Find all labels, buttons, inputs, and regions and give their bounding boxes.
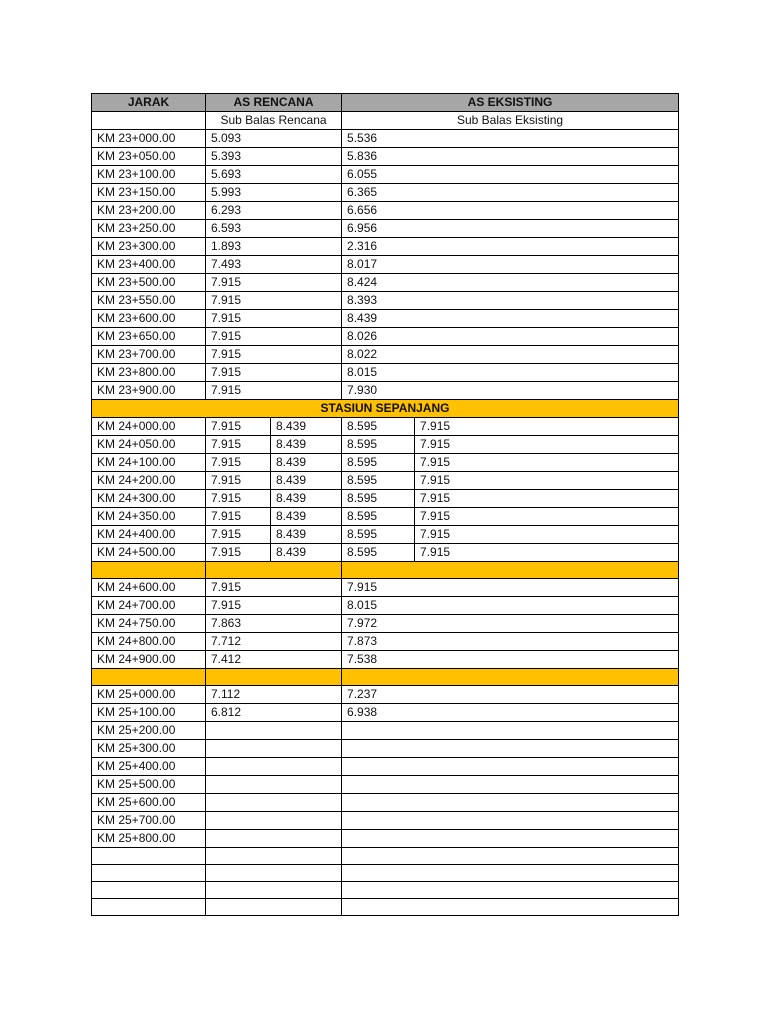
cell-eksisting: 8.022 <box>342 346 679 364</box>
cell-eksisting: 6.938 <box>342 704 679 722</box>
cell-jarak: KM 24+350.00 <box>92 508 206 526</box>
cell-eksisting-2: 7.915 <box>415 508 679 526</box>
cell-eksisting: 6.956 <box>342 220 679 238</box>
cell-rencana: 7.412 <box>206 651 342 669</box>
cell-jarak: KM 24+400.00 <box>92 526 206 544</box>
cell-rencana-1: 7.915 <box>206 418 271 436</box>
section-band-label: STASIUN SEPANJANG <box>92 400 679 418</box>
cell-rencana: 7.915 <box>206 274 342 292</box>
cell-jarak <box>92 865 206 882</box>
sub-balas-table <box>91 93 679 916</box>
cell-jarak: KM 24+050.00 <box>92 436 206 454</box>
cell-eksisting-2: 7.915 <box>415 490 679 508</box>
table-row <box>92 202 679 220</box>
cell-jarak: KM 24+000.00 <box>92 418 206 436</box>
cell-eksisting-1: 8.595 <box>342 472 415 490</box>
table-row <box>92 722 679 740</box>
cell-eksisting: 7.930 <box>342 382 679 400</box>
cell-jarak: KM 24+300.00 <box>92 490 206 508</box>
cell-jarak: KM 25+300.00 <box>92 740 206 758</box>
table-row <box>92 130 679 148</box>
cell-rencana-1: 7.915 <box>206 454 271 472</box>
cell-jarak: KM 23+600.00 <box>92 310 206 328</box>
table-row <box>92 812 679 830</box>
cell-rencana: 5.393 <box>206 148 342 166</box>
cell-rencana: 5.693 <box>206 166 342 184</box>
cell-rencana <box>206 830 342 848</box>
header-as-rencana: AS RENCANA <box>206 94 342 112</box>
cell-jarak: KM 24+700.00 <box>92 597 206 615</box>
cell-rencana-2: 8.439 <box>271 544 342 562</box>
table-row <box>92 472 679 490</box>
cell-rencana: 7.915 <box>206 597 342 615</box>
cell-rencana-1: 7.915 <box>206 508 271 526</box>
cell-jarak: KM 25+800.00 <box>92 830 206 848</box>
cell-eksisting: 7.915 <box>342 579 679 597</box>
cell-jarak: KM 23+900.00 <box>92 382 206 400</box>
table-row <box>92 382 679 400</box>
cell-rencana: 7.915 <box>206 346 342 364</box>
table-row <box>92 579 679 597</box>
cell-rencana <box>206 848 342 865</box>
cell-jarak: KM 23+250.00 <box>92 220 206 238</box>
cell-rencana: 7.493 <box>206 256 342 274</box>
table-row <box>92 899 679 916</box>
cell-jarak <box>92 899 206 916</box>
cell-rencana-2: 8.439 <box>271 472 342 490</box>
cell-rencana <box>206 776 342 794</box>
table-row <box>92 364 679 382</box>
table-row <box>92 848 679 865</box>
cell-eksisting-1: 8.595 <box>342 508 415 526</box>
table-row <box>92 328 679 346</box>
cell-eksisting <box>342 758 679 776</box>
band-cell-jarak <box>92 669 206 686</box>
subheader-eksisting: Sub Balas Eksisting <box>342 112 679 130</box>
cell-rencana <box>206 882 342 899</box>
cell-rencana <box>206 740 342 758</box>
cell-eksisting-2: 7.915 <box>415 436 679 454</box>
cell-rencana: 7.915 <box>206 579 342 597</box>
cell-eksisting <box>342 722 679 740</box>
cell-jarak: KM 25+000.00 <box>92 686 206 704</box>
cell-rencana: 7.915 <box>206 292 342 310</box>
cell-jarak: KM 23+150.00 <box>92 184 206 202</box>
table-row <box>92 310 679 328</box>
table-row <box>92 615 679 633</box>
separator-band-row <box>92 669 679 686</box>
table-row <box>92 633 679 651</box>
cell-rencana: 7.915 <box>206 382 342 400</box>
cell-eksisting: 6.656 <box>342 202 679 220</box>
band-cell-jarak <box>92 562 206 579</box>
table-row <box>92 740 679 758</box>
table-row <box>92 148 679 166</box>
table-row <box>92 292 679 310</box>
cell-eksisting: 7.538 <box>342 651 679 669</box>
cell-eksisting <box>342 776 679 794</box>
cell-jarak <box>92 848 206 865</box>
cell-eksisting: 8.393 <box>342 292 679 310</box>
subheader-blank <box>92 112 206 130</box>
table-row <box>92 597 679 615</box>
cell-eksisting: 8.015 <box>342 364 679 382</box>
cell-jarak: KM 24+100.00 <box>92 454 206 472</box>
cell-eksisting: 6.055 <box>342 166 679 184</box>
cell-jarak: KM 25+200.00 <box>92 722 206 740</box>
cell-jarak: KM 24+500.00 <box>92 544 206 562</box>
cell-rencana-1: 7.915 <box>206 436 271 454</box>
cell-jarak: KM 23+800.00 <box>92 364 206 382</box>
table-row <box>92 544 679 562</box>
cell-jarak: KM 23+300.00 <box>92 238 206 256</box>
cell-jarak: KM 23+200.00 <box>92 202 206 220</box>
cell-rencana-2: 8.439 <box>271 436 342 454</box>
table-row <box>92 454 679 472</box>
cell-jarak: KM 24+600.00 <box>92 579 206 597</box>
cell-jarak: KM 23+400.00 <box>92 256 206 274</box>
table-row <box>92 776 679 794</box>
cell-rencana <box>206 758 342 776</box>
cell-rencana-2: 8.439 <box>271 526 342 544</box>
cell-rencana-2: 8.439 <box>271 508 342 526</box>
cell-eksisting-2: 7.915 <box>415 544 679 562</box>
cell-jarak: KM 23+000.00 <box>92 130 206 148</box>
cell-jarak: KM 25+400.00 <box>92 758 206 776</box>
cell-rencana <box>206 794 342 812</box>
cell-rencana: 7.915 <box>206 310 342 328</box>
header-row <box>92 94 679 112</box>
cell-eksisting-1: 8.595 <box>342 526 415 544</box>
cell-jarak: KM 24+900.00 <box>92 651 206 669</box>
cell-jarak: KM 23+700.00 <box>92 346 206 364</box>
cell-eksisting-1: 8.595 <box>342 418 415 436</box>
cell-eksisting-1: 8.595 <box>342 544 415 562</box>
table-row <box>92 184 679 202</box>
cell-jarak: KM 25+100.00 <box>92 704 206 722</box>
subheader-rencana: Sub Balas Rencana <box>206 112 342 130</box>
cell-rencana-1: 7.915 <box>206 544 271 562</box>
band-cell-eksisting <box>342 669 679 686</box>
header-as-eksisting: AS EKSISTING <box>342 94 679 112</box>
table-row <box>92 865 679 882</box>
table-row <box>92 238 679 256</box>
cell-jarak: KM 24+750.00 <box>92 615 206 633</box>
table-row <box>92 436 679 454</box>
table-row <box>92 418 679 436</box>
cell-eksisting: 8.026 <box>342 328 679 346</box>
cell-eksisting: 7.237 <box>342 686 679 704</box>
separator-band-row <box>92 562 679 579</box>
cell-eksisting <box>342 899 679 916</box>
table-row <box>92 346 679 364</box>
cell-rencana: 7.915 <box>206 328 342 346</box>
cell-rencana <box>206 722 342 740</box>
cell-eksisting <box>342 848 679 865</box>
table-row <box>92 882 679 899</box>
cell-eksisting: 8.439 <box>342 310 679 328</box>
cell-eksisting <box>342 830 679 848</box>
section-band-row <box>92 400 679 418</box>
cell-rencana-1: 7.915 <box>206 526 271 544</box>
subheader-row <box>92 112 679 130</box>
table-row <box>92 758 679 776</box>
cell-rencana-2: 8.439 <box>271 490 342 508</box>
cell-eksisting: 8.015 <box>342 597 679 615</box>
cell-jarak: KM 25+500.00 <box>92 776 206 794</box>
cell-rencana: 5.093 <box>206 130 342 148</box>
table-row <box>92 256 679 274</box>
cell-jarak: KM 24+200.00 <box>92 472 206 490</box>
cell-eksisting-1: 8.595 <box>342 454 415 472</box>
cell-jarak <box>92 882 206 899</box>
table-row <box>92 508 679 526</box>
table-row <box>92 686 679 704</box>
cell-eksisting: 7.972 <box>342 615 679 633</box>
cell-jarak: KM 25+700.00 <box>92 812 206 830</box>
cell-eksisting: 8.424 <box>342 274 679 292</box>
cell-eksisting-2: 7.915 <box>415 454 679 472</box>
cell-rencana: 6.812 <box>206 704 342 722</box>
cell-rencana: 7.112 <box>206 686 342 704</box>
cell-jarak: KM 23+500.00 <box>92 274 206 292</box>
cell-jarak: KM 23+050.00 <box>92 148 206 166</box>
cell-rencana <box>206 899 342 916</box>
cell-eksisting-1: 8.595 <box>342 490 415 508</box>
cell-eksisting-2: 7.915 <box>415 472 679 490</box>
cell-eksisting <box>342 740 679 758</box>
table-row <box>92 651 679 669</box>
cell-rencana-2: 8.439 <box>271 454 342 472</box>
cell-rencana: 1.893 <box>206 238 342 256</box>
band-cell-rencana <box>206 562 342 579</box>
cell-rencana-2: 8.439 <box>271 418 342 436</box>
cell-eksisting: 7.873 <box>342 633 679 651</box>
cell-eksisting-2: 7.915 <box>415 418 679 436</box>
cell-eksisting-2: 7.915 <box>415 526 679 544</box>
cell-eksisting <box>342 794 679 812</box>
cell-eksisting-1: 8.595 <box>342 436 415 454</box>
band-cell-eksisting <box>342 562 679 579</box>
cell-eksisting: 5.536 <box>342 130 679 148</box>
cell-jarak: KM 23+100.00 <box>92 166 206 184</box>
cell-rencana: 7.712 <box>206 633 342 651</box>
cell-rencana: 7.863 <box>206 615 342 633</box>
cell-jarak: KM 24+800.00 <box>92 633 206 651</box>
table-row <box>92 166 679 184</box>
cell-rencana-1: 7.915 <box>206 490 271 508</box>
cell-jarak: KM 23+650.00 <box>92 328 206 346</box>
cell-eksisting: 6.365 <box>342 184 679 202</box>
table-row <box>92 704 679 722</box>
band-cell-rencana <box>206 669 342 686</box>
cell-eksisting <box>342 882 679 899</box>
cell-rencana <box>206 865 342 882</box>
cell-eksisting: 2.316 <box>342 238 679 256</box>
cell-eksisting: 5.836 <box>342 148 679 166</box>
cell-eksisting: 8.017 <box>342 256 679 274</box>
table-row <box>92 830 679 848</box>
cell-rencana: 5.993 <box>206 184 342 202</box>
cell-jarak: KM 23+550.00 <box>92 292 206 310</box>
table-row <box>92 526 679 544</box>
cell-rencana: 7.915 <box>206 364 342 382</box>
cell-eksisting <box>342 865 679 882</box>
table-row <box>92 274 679 292</box>
cell-rencana-1: 7.915 <box>206 472 271 490</box>
cell-eksisting <box>342 812 679 830</box>
cell-rencana <box>206 812 342 830</box>
cell-jarak: KM 25+600.00 <box>92 794 206 812</box>
table-row <box>92 490 679 508</box>
cell-rencana: 6.293 <box>206 202 342 220</box>
table-row <box>92 220 679 238</box>
header-jarak: JARAK <box>92 94 206 112</box>
table-row <box>92 794 679 812</box>
cell-rencana: 6.593 <box>206 220 342 238</box>
